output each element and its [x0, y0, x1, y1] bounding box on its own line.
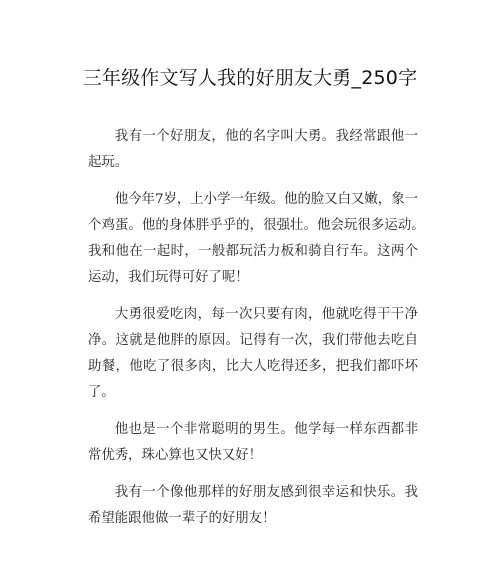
- paragraph-1: 我有一个好朋友，他的名字叫大勇。我经常跟他一起玩。: [88, 129, 418, 170]
- document-body: [88, 124, 432, 543]
- document-title: 三年级作文写人我的好朋友大勇_250字: [82, 67, 418, 89]
- paragraph-3: 大勇很爱吃肉，每一次只要有肉，他就吃得干干净净。这就是他胖的原因。记得有一次，我们带他去吃自助餐，他吃了很多肉，比大人吃得还多，把我们都吓坏了。: [88, 307, 418, 400]
- paragraph-2: 他今年7岁，上小学一年级。他的脸又白又嫩，象一个鸡蛋。他的身体胖乎乎的，很强壮。他会玩很多运动。 我和他在一起时，一般都玩活力板和骑自行车。这两个运动，我们玩得可好了呢！: [88, 192, 432, 285]
- paragraph-4: 他也是一个非常聪明的男生。他学每一样东西都非常优秀，珠心算也又快又好！: [88, 422, 418, 463]
- paragraph-5: 我有一个像他那样的好朋友感到很幸运和快乐。我希望能跟他做一辈子的好朋友！: [88, 485, 418, 526]
